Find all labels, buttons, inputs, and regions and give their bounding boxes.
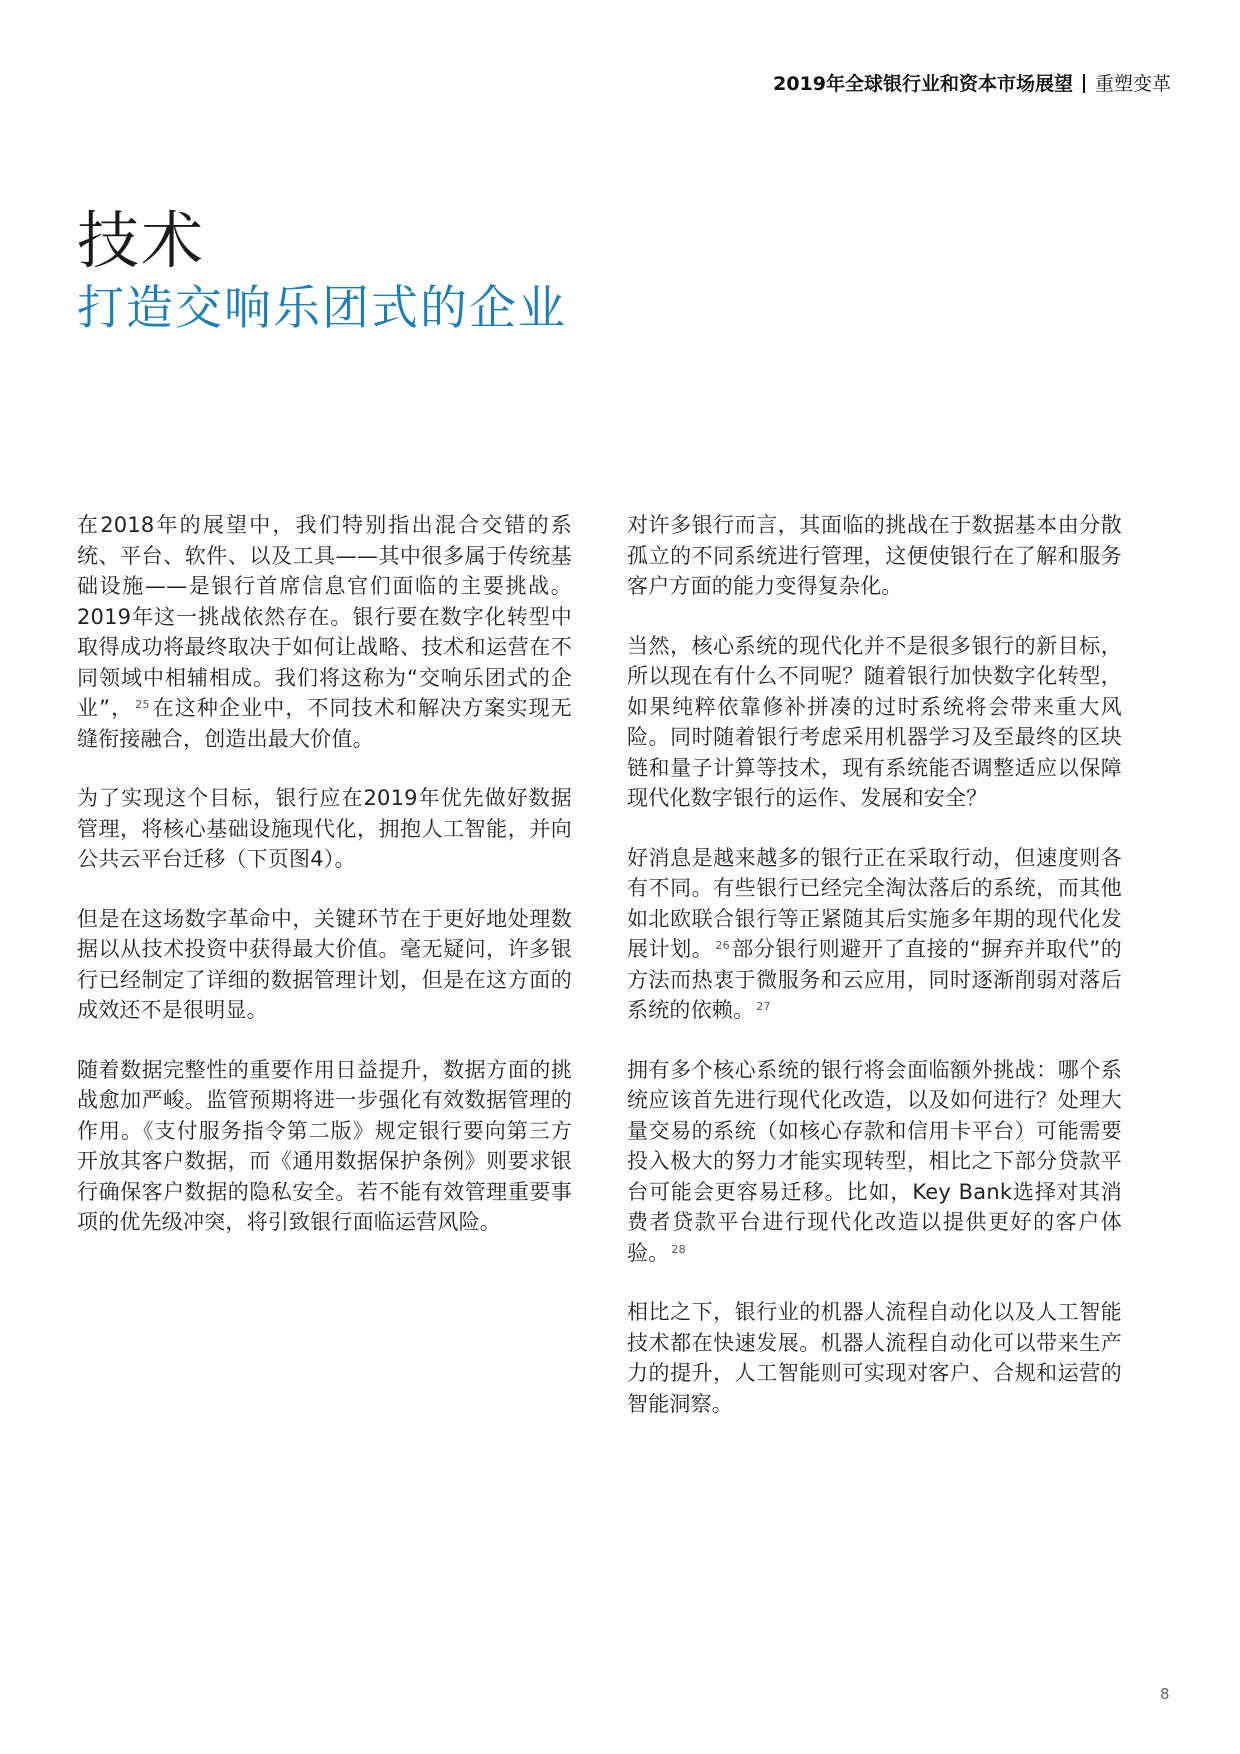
title-block bbox=[77, 205, 567, 341]
paragraph-text: 好消息是越来越多的银行正在采取行动，但速度则各有不同。有些银行已经完全淘汰落后的系统，而其他如北欧联合银行等正紧随其后实施多年期的现代化发展计划。 bbox=[627, 845, 1122, 961]
footnote-ref: 26 bbox=[715, 939, 730, 952]
paragraph-text: 拥有多个核心系统的银行将会面临额外挑战：哪个系统应该首先进行现代化改造，以及如何进行？处理大量交易的系统（如核心存款和信用卡平台）可能需要投入极大的努力才能实现转型，相比之下部分贷款平台可能会更容易迁移。比如，Key Bank选择对其消费者贷款平台进行现代化改造以提供更好的客户体验。 bbox=[627, 1057, 1122, 1265]
paragraph bbox=[77, 510, 572, 754]
paragraph-text: 在2018年的展望中，我们特别指出混合交错的系统、平台、软件、以及工具——其中很多属于传统基础设施——是银行首席信息官们面临的主要挑战。2019年这一挑战依然存在。银行要在数字化转型中取得成功将最终取决于如何让战略、技术和运营在不同领域中相辅相成。我们将这称为“交响乐团式的企业”， bbox=[77, 513, 572, 720]
paragraph bbox=[627, 1055, 1122, 1269]
left-column bbox=[77, 510, 572, 1267]
page-title: 技术 bbox=[77, 204, 206, 277]
running-header bbox=[773, 71, 1171, 97]
paragraph: 对许多银行而言，其面临的挑战在于数据基本由分散孤立的不同系统进行管理，这便使银行在了解和服务客户方面的能力变得复杂化。 bbox=[627, 513, 1122, 598]
paragraph: 但是在这场数字革命中，关键环节在于更好地处理数据以从技术投资中获得最大价值。毫无疑问，许多银行已经制定了详细的数据管理计划，但是在这方面的成效还不是很明显。 bbox=[77, 906, 572, 1022]
header-divider bbox=[1083, 74, 1085, 93]
paragraph: 当然，核心系统的现代化并不是很多银行的新目标，所以现在有什么不同呢？随着银行加快数字化转型，如果纯粹依靠修补拼凑的过时系统将会带来重大风险。同时随着银行考虑采用机器学习及至最终的区块链和量子计算等技术，现有系统能否调整适应以保障现代化数字银行的运作、发展和安全？ bbox=[627, 633, 1122, 810]
section-name: 重塑变革 bbox=[1094, 73, 1171, 95]
paragraph bbox=[627, 843, 1122, 1026]
paragraph-text: 部分银行则避开了直接的“摒弃并取代”的方法而热衷于微服务和云应用，同时逐渐削弱对落后系统的依赖。 bbox=[627, 937, 1122, 1022]
paragraph: 相比之下，银行业的机器人流程自动化以及人工智能技术都在快速发展。机器人流程自动化可以带来生产力的提升，人工智能则可实现对客户、合规和运营的智能洞察。 bbox=[627, 1300, 1122, 1416]
page-subtitle: 打造交响乐团式的企业 bbox=[77, 281, 567, 336]
paragraph: 随着数据完整性的重要作用日益提升，数据方面的挑战愈加严峻。监管预期将进一步强化有效数据管理的作用。《支付服务指令第二版》规定银行要向第三方开放其客户数据，而《通用数据保护条例》则要求银行确保客户数据的隐私安全。若不能有效管理重要事项的优先级冲突，将引致银行面临运营风险。 bbox=[77, 1057, 572, 1234]
report-title: 2019年全球银行业和资本市场展望 bbox=[773, 73, 1073, 95]
page-number: 8 bbox=[1160, 1685, 1170, 1703]
paragraph-text: 在这种企业中，不同技术和解决方案实现无缝衔接融合，创造出最大价值。 bbox=[77, 696, 572, 751]
footnote-ref: 27 bbox=[756, 1000, 771, 1013]
right-column bbox=[627, 510, 1122, 1448]
paragraph: 为了实现这个目标，银行应在2019年优先做好数据管理，将核心基础设施现代化，拥抱人工智能，并向公共云平台迁移（下页图4）。 bbox=[77, 786, 572, 871]
footnote-ref: 28 bbox=[671, 1242, 686, 1256]
footnote-ref: 25 bbox=[135, 698, 150, 711]
